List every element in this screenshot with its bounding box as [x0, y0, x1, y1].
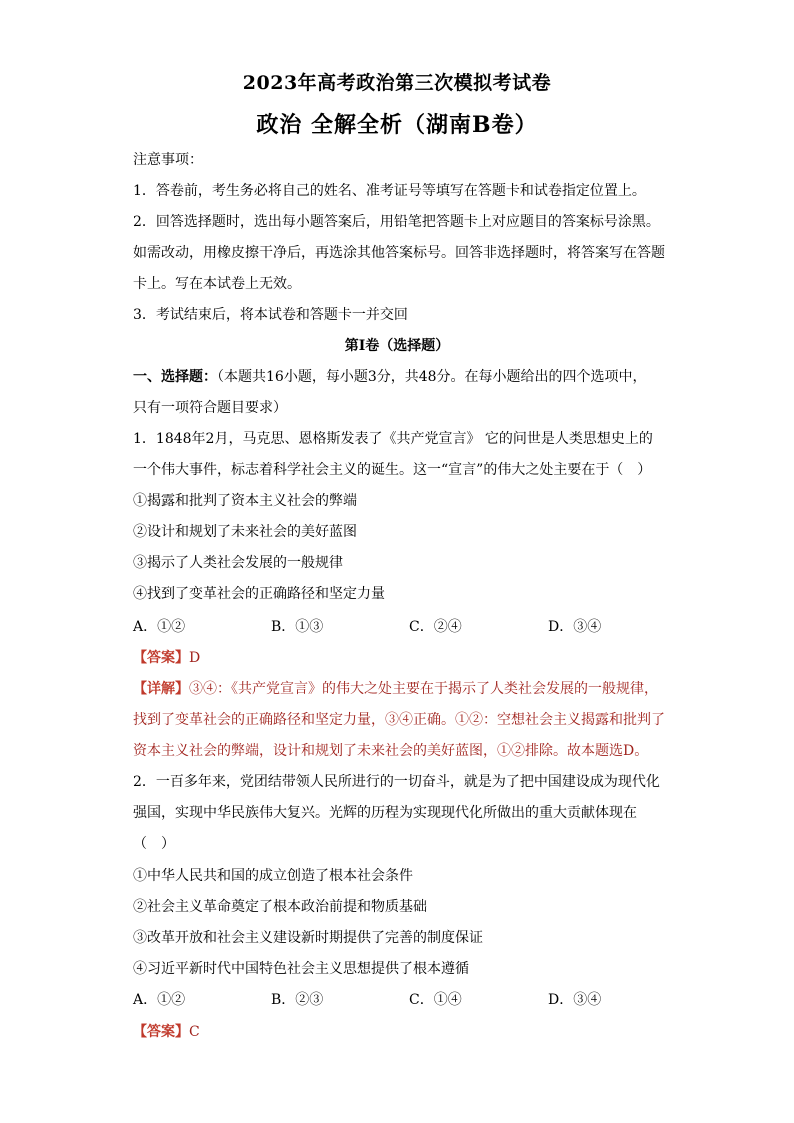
q1-answer-value: D: [189, 650, 201, 666]
q2-answer-tag: 【答案】: [133, 1024, 189, 1040]
notice-item-3: 3．考试结束后，将本试卷和答题卡一并交回: [133, 307, 408, 323]
section-title: 第Ⅰ卷（选择题）: [344, 338, 450, 354]
exam-title: 2023年高考政治第三次模拟考试卷: [242, 72, 552, 94]
q1-detail-line-2: 找到了变革社会的正确路径和坚定力量，③④正确。①②：空想社会主义揭露和批判了: [133, 712, 665, 728]
notice-item-1: 1．答卷前，考生务必将自己的姓名、准考证号等填写在答题卡和试卷指定位置上。: [133, 183, 646, 199]
q1-option-b: B．①③: [271, 619, 324, 635]
notice-item-2: 2．回答选择题时，选出每小题答案后，用铅笔把答题卡上对应题目的答案标号涂黑。: [133, 214, 660, 230]
q2-statement-1: ①中华人民共和国的成立创造了根本社会条件: [133, 868, 413, 884]
section-intro: [133, 367, 673, 387]
section-intro-text: （本题共16小题，每小题3分，共48分。在每小题给出的四个选项中，: [217, 369, 647, 385]
notice-item-2-cont-a: 如需改动，用橡皮擦干净后，再选涂其他答案标号。回答非选择题时，将答案写在答题: [133, 245, 665, 261]
q1-statement-2: ②设计和规划了未来社会的美好蓝图: [133, 524, 357, 540]
q2-stem-line-2: 强国，实现中华民族伟大复兴。光辉的历程为实现现代化所做出的重大贡献体现在: [133, 805, 637, 821]
q1-statement-1: ①揭露和批判了资本主义社会的弊端: [133, 493, 357, 509]
notice-heading: 注意事项：: [133, 152, 203, 168]
section-intro-cont: 只有一项符合题目要求）: [133, 400, 287, 416]
q1-statement-3: ③揭示了人类社会发展的一般规律: [133, 555, 343, 571]
q2-statement-4: ④习近平新时代中国特色社会主义思想提供了根本遵循: [133, 961, 469, 977]
q1-detail-line-1: [133, 679, 673, 699]
q2-option-b: B．②③: [271, 992, 324, 1008]
q1-option-a: A．①②: [133, 619, 186, 635]
q1-statement-4: ④找到了变革社会的正确路径和坚定力量: [133, 586, 385, 602]
q1-stem-line-2: 一个伟大事件，标志着科学社会主义的诞生。这一“宣言”的伟大之处主要在于（ ）: [133, 462, 652, 478]
q2-statement-2: ②社会主义革命奠定了根本政治前提和物质基础: [133, 899, 427, 915]
q1-detail-text-1: ③④：《共产党宣言》的伟大之处主要在于揭示了人类社会发展的一般规律，: [189, 681, 658, 697]
q1-answer-tag: 【答案】: [133, 650, 189, 666]
q1-option-d: D．③④: [548, 619, 602, 635]
q2-option-a: A．①②: [133, 992, 186, 1008]
q1-detail-line-3: 资本主义社会的弊端，设计和规划了未来社会的美好蓝图，①②排除。故本题选D。: [133, 743, 649, 759]
exam-subtitle: 政治 全解全析（湖南B卷）: [256, 112, 538, 138]
q1-option-c: C．②④: [409, 619, 462, 635]
q1-detail-tag: 【详解】: [133, 681, 189, 697]
section-intro-label: 一、选择题：: [133, 369, 217, 385]
q2-stem-line-1: 2．一百多年来，党团结带领人民所进行的一切奋斗，就是为了把中国建设成为现代化: [133, 774, 660, 790]
q2-answer: [133, 1022, 673, 1042]
q2-answer-value: C: [189, 1024, 200, 1040]
q2-option-d: D．③④: [548, 992, 602, 1008]
q2-stem-line-3: （ ）: [133, 836, 175, 852]
q2-statement-3: ③改革开放和社会主义建设新时期提供了完善的制度保证: [133, 930, 483, 946]
q1-answer: [133, 648, 673, 668]
q2-option-c: C．①④: [409, 992, 462, 1008]
q1-stem-line-1: 1．1848年2月，马克思、恩格斯发表了《共产党宣言》 它的问世是人类思想史上的: [133, 431, 653, 447]
notice-item-2-cont-b: 卡上。写在本试卷上无效。: [133, 276, 301, 292]
